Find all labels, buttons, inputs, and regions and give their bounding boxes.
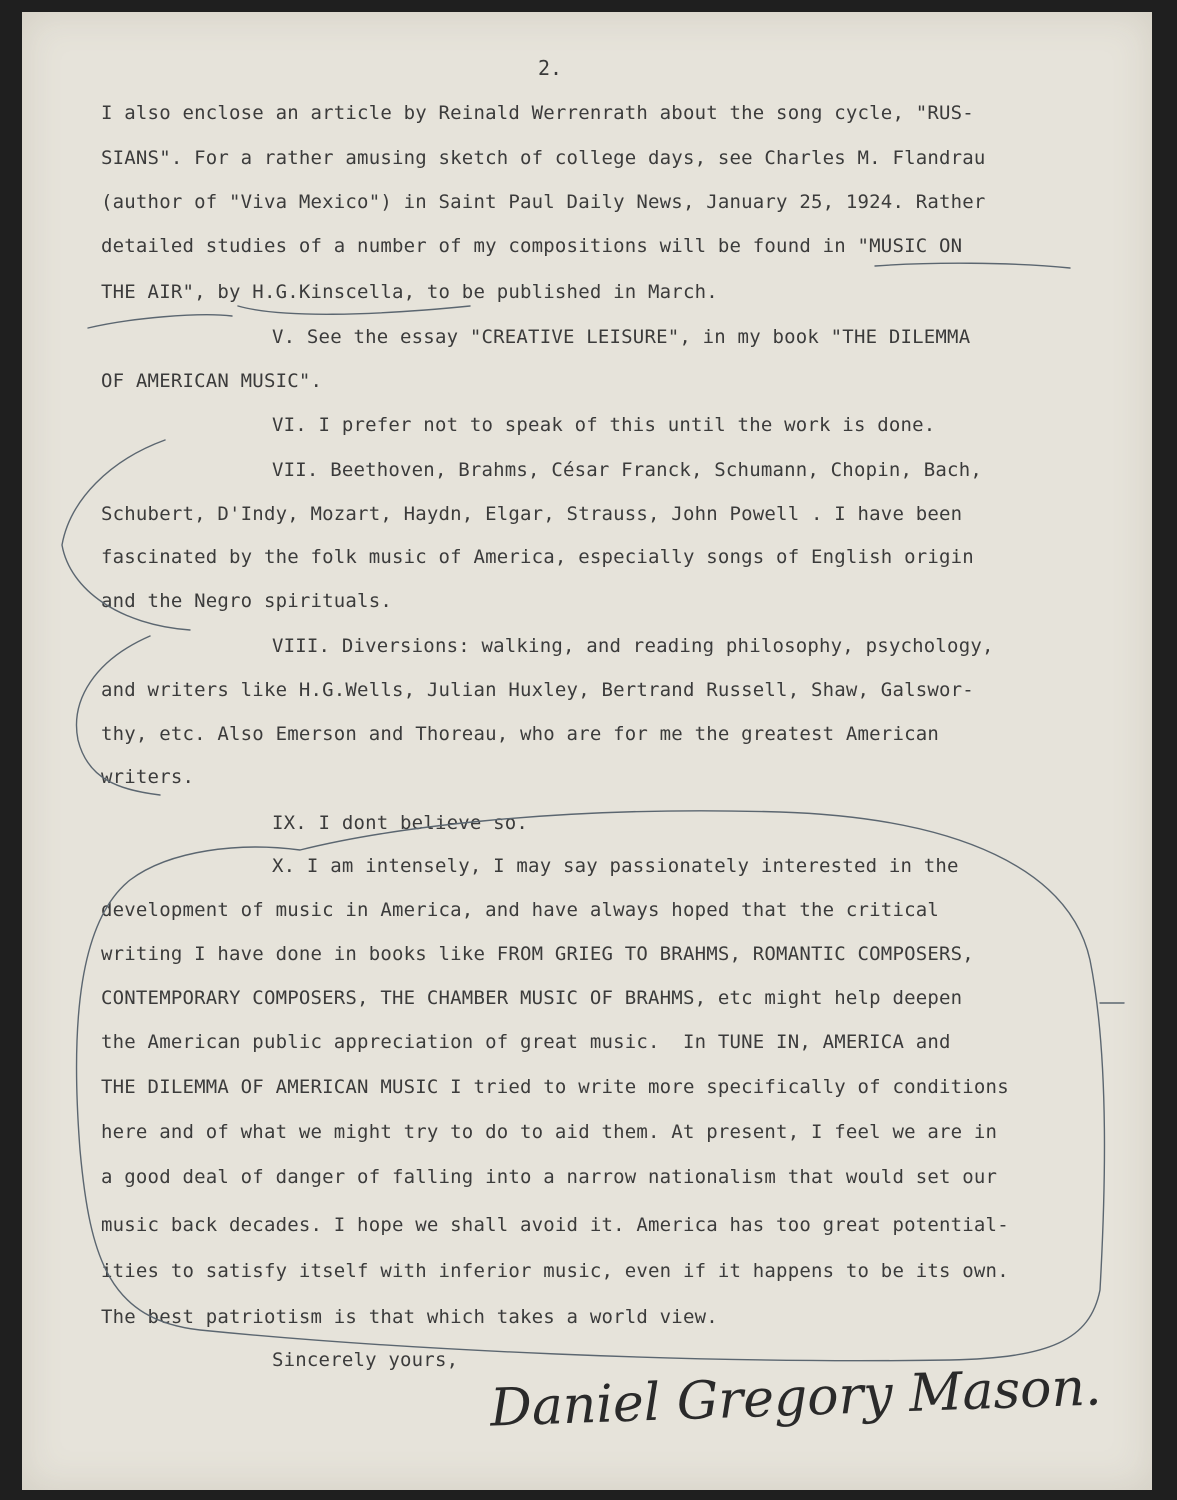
text-line: and the Negro spirituals. xyxy=(101,590,392,612)
loop-mark xyxy=(77,811,1105,1361)
text-line: and writers like H.G.Wells, Julian Huxley, Bertrand Russell, Shaw, Galswor- xyxy=(101,679,974,701)
text-line: ities to satisfy itself with inferior music, even if it happens to be its own. xyxy=(101,1260,1009,1282)
signature: Daniel Gregory Mason. xyxy=(489,1357,1103,1439)
text-line: VIII. Diversions: walking, and reading philosophy, psychology, xyxy=(272,635,994,657)
page-number: 2. xyxy=(538,56,563,80)
text-line: a good deal of danger of falling into a narrow nationalism that would set our xyxy=(101,1166,998,1188)
closing: Sincerely yours, xyxy=(272,1349,459,1371)
underline-mark xyxy=(88,315,232,328)
text-line: X. I am intensely, I may say passionately interested in the xyxy=(272,855,959,877)
text-line: CONTEMPORARY COMPOSERS, THE CHAMBER MUSIC OF BRAHMS, etc might help deepen xyxy=(101,987,963,1009)
text-line: IX. I dont believe so. xyxy=(272,812,529,834)
text-line: I also enclose an article by Reinald Werrenrath about the song cycle, "RUS- xyxy=(101,102,974,124)
text-line: THE DILEMMA OF AMERICAN MUSIC I tried to write more specifically of conditions xyxy=(101,1076,1009,1098)
bracket-mark xyxy=(62,440,190,630)
text-line: here and of what we might try to do to aid them. At present, I feel we are in xyxy=(101,1121,998,1143)
text-line: THE AIR", by H.G.Kinscella, to be published in March. xyxy=(101,281,718,303)
text-line: thy, etc. Also Emerson and Thoreau, who are for me the greatest American xyxy=(101,723,940,745)
text-line: VI. I prefer not to speak of this until the work is done. xyxy=(272,414,936,436)
text-line: Schubert, D'Indy, Mozart, Haydn, Elgar, Strauss, John Powell . I have been xyxy=(101,503,963,525)
text-line: VII. Beethoven, Brahms, César Franck, Schumann, Chopin, Bach, xyxy=(272,459,982,481)
text-line: the American public appreciation of great music. In TUNE IN, AMERICA and xyxy=(101,1031,951,1053)
text-line: fascinated by the folk music of America, especially songs of English origin xyxy=(101,546,974,568)
text-line: (author of "Viva Mexico") in Saint Paul Daily News, January 25, 1924. Rather xyxy=(101,191,986,213)
text-line: development of music in America, and have always hoped that the critical xyxy=(101,899,940,921)
text-line: writers. xyxy=(101,766,195,788)
underline-mark xyxy=(875,263,1070,268)
text-line: detailed studies of a number of my compositions will be found in "MUSIC ON xyxy=(101,235,963,257)
underline-mark xyxy=(238,306,470,314)
text-line: V. See the essay "CREATIVE LEISURE", in my book "THE DILEMMA xyxy=(272,326,971,348)
text-line: music back decades. I hope we shall avoid it. America has too great potential- xyxy=(101,1214,1009,1236)
text-line: writing I have done in books like FROM GRIEG TO BRAHMS, ROMANTIC COMPOSERS, xyxy=(101,943,974,965)
text-line: SIANS". For a rather amusing sketch of college days, see Charles M. Flandrau xyxy=(101,147,986,169)
text-line: OF AMERICAN MUSIC". xyxy=(101,370,323,392)
bracket-mark xyxy=(77,636,160,795)
text-line: The best patriotism is that which takes a world view. xyxy=(101,1306,718,1328)
